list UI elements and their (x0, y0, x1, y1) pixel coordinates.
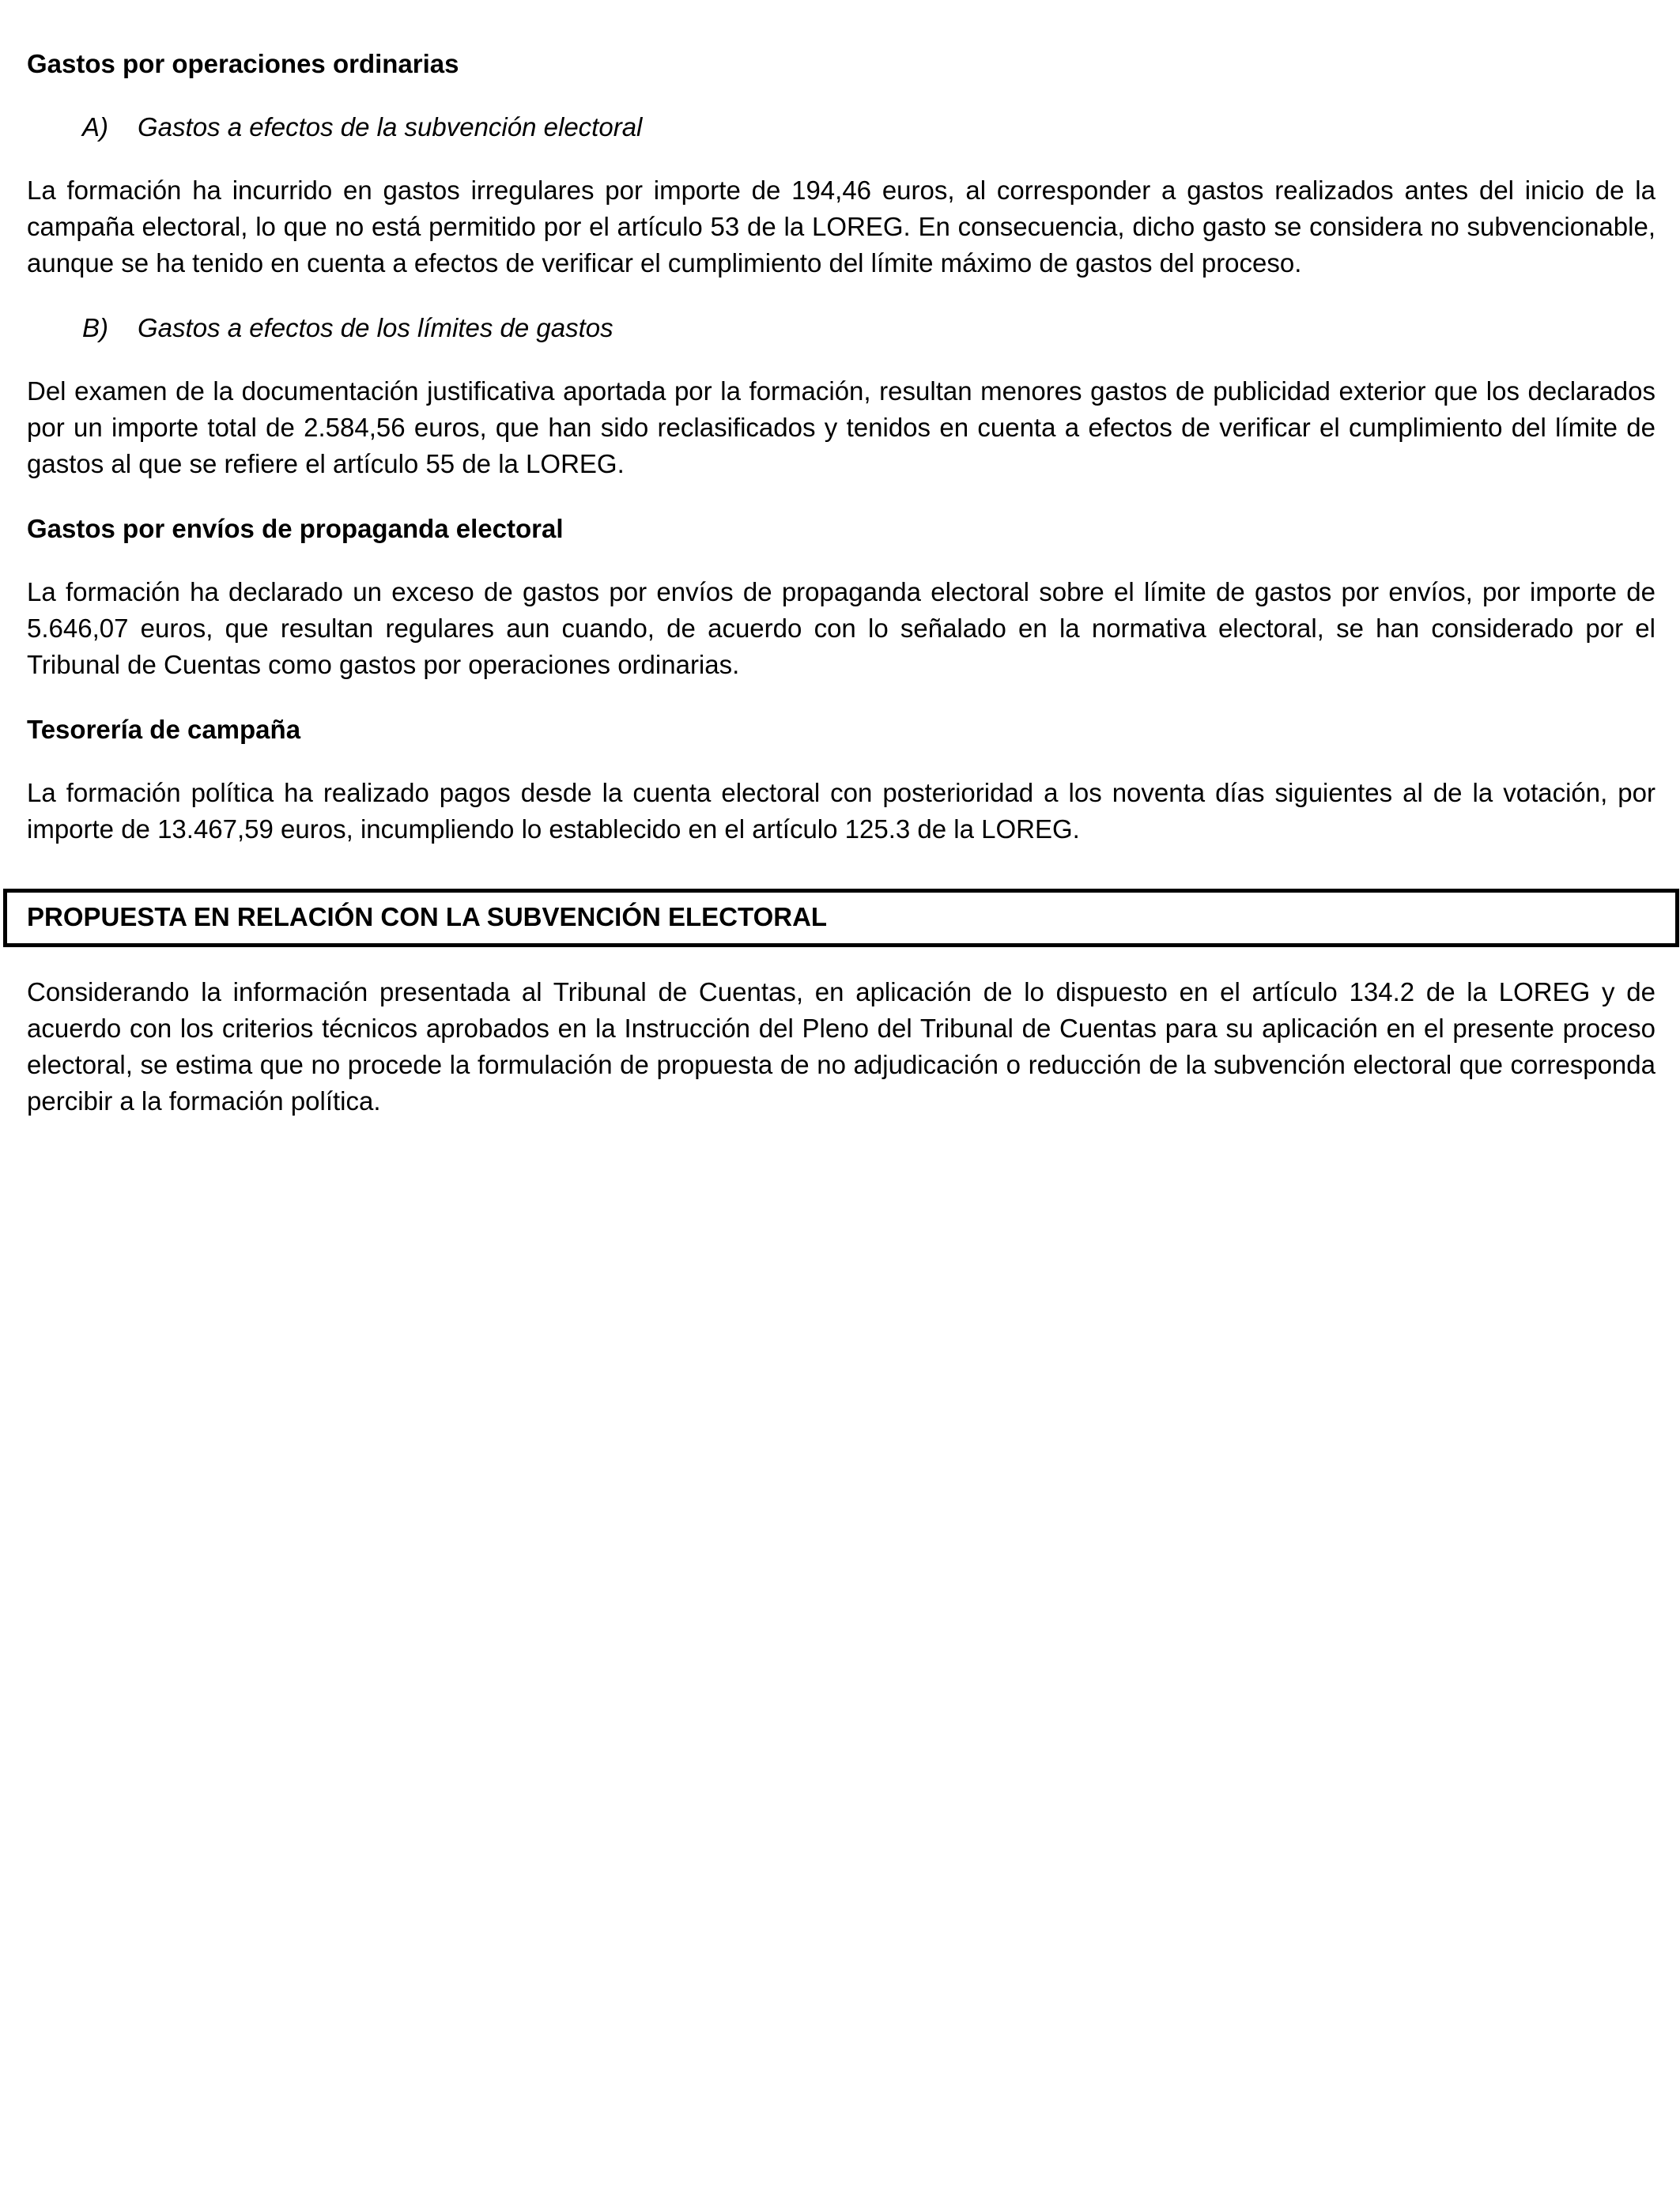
ordinarias-heading: Gastos por operaciones ordinarias (27, 49, 459, 78)
subsection-a-heading (27, 109, 1655, 145)
paragraph-subvencion: La formación ha incurrido en gastos irregulares por importe de 194,46 euros, al corresponder a gastos realizados antes del inicio de la campaña electoral, lo que no está permitido por el artículo 53 de la LOREG. En consecuencia, dicho gasto se considera no subvencionable, aunque se ha tenido en cuenta a efectos de verificar el cumplimiento del límite máximo de gastos del proceso. (27, 176, 1655, 278)
envios-heading: Gastos por envíos de propaganda electoral (27, 514, 564, 543)
paragraph-propuesta: Considerando la información presentada al Tribunal de Cuentas, en aplicación de lo dispuesto en el artículo 134.2 de la LOREG y de acuerdo con los criterios técnicos aprobados en la Instrucción del Pleno del Tribunal de Cuentas para su aplicación en el presente proceso electoral, se estima que no procede la formulación de propuesta de no adjudicación o reducción de la subvención electoral que corresponda percibir a la formación política. (27, 977, 1655, 1116)
propuesta-heading: PROPUESTA EN RELACIÓN CON LA SUBVENCIÓN ELECTORAL (27, 902, 828, 931)
document-page (27, 46, 1655, 1148)
subsection-b-title: Gastos a efectos de los límites de gastos (138, 313, 613, 342)
tesoreria-heading: Tesorería de campaña (27, 715, 301, 744)
paragraph-limites: Del examen de la documentación justificativa aportada por la formación, resultan menores gastos de publicidad exterior que los declarados por un importe total de 2.584,56 euros, que han sido reclasificados y tenidos en cuenta a efectos de verificar el cumplimiento del límite de gastos al que se refiere el artículo 55 de la LOREG. (27, 376, 1655, 478)
paragraph-tesoreria: La formación política ha realizado pagos desde la cuenta electoral con posterioridad a los noventa días siguientes al de la votación, por importe de 13.467,59 euros, incumpliendo lo establecido en el artículo 125.3 de la LOREG. (27, 778, 1655, 844)
subsection-a-title: Gastos a efectos de la subvención electoral (138, 112, 643, 142)
subsection-a-letter: A) (82, 112, 108, 142)
propuesta-heading-box (3, 889, 1679, 947)
subsection-b-heading (27, 310, 1655, 346)
subsection-b-letter: B) (82, 313, 108, 342)
paragraph-envios: La formación ha declarado un exceso de gastos por envíos de propaganda electoral sobre el límite de gastos por envíos, por importe de 5.646,07 euros, que resultan regulares aun cuando, de acuerdo con lo señalado en la normativa electoral, se han considerado por el Tribunal de Cuentas como gastos por operaciones ordinarias. (27, 577, 1655, 679)
